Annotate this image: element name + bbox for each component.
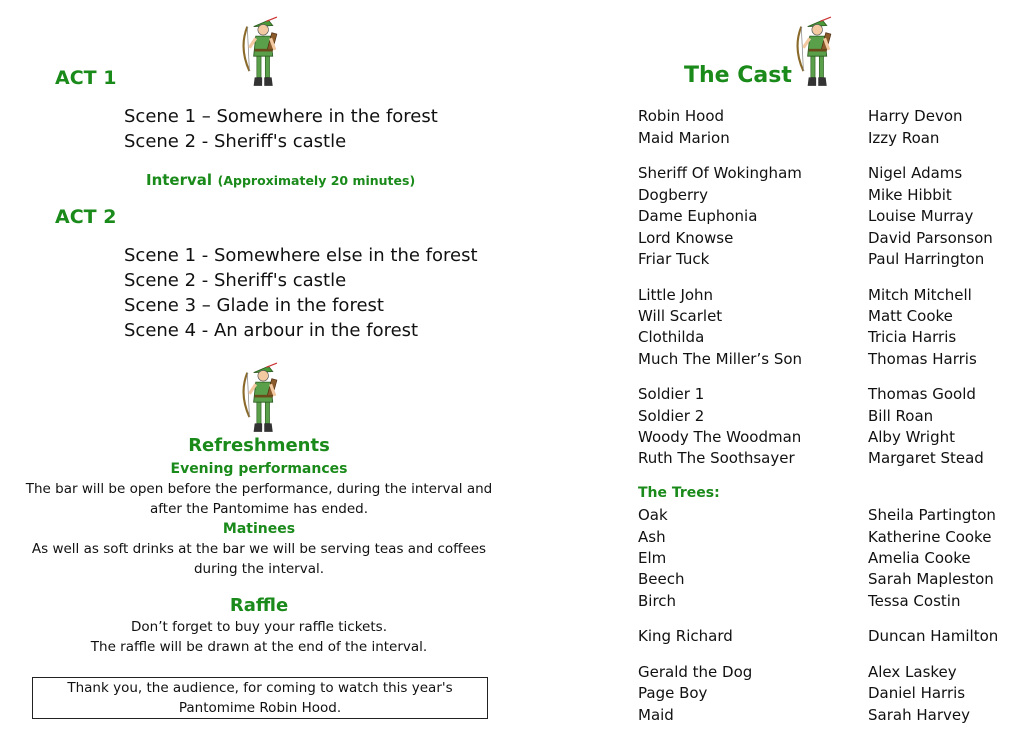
act1-scene-list: [124, 104, 438, 154]
robin-hood-figure-icon: [240, 16, 280, 88]
interval-note: [146, 170, 415, 189]
cast-actor: Katherine Cooke: [868, 528, 992, 546]
robin-hood-figure-icon: [240, 362, 280, 434]
matinees-text-1: As well as soft drinks at the bar we will be serving teas and coffees: [31, 541, 487, 557]
robin-hood-figure-icon: [794, 16, 834, 88]
cast-role: Soldier 1: [638, 385, 705, 403]
cast-role: Beech: [638, 570, 685, 588]
cast-role: Will Scarlet: [638, 307, 723, 325]
cast-role: Clothilda: [638, 328, 705, 346]
cast-actor: Tricia Harris: [868, 328, 957, 346]
cast-actor: Mike Hibbit: [868, 186, 952, 204]
act2-scene-2: Scene 2 - Sheriff's castle: [124, 270, 347, 291]
act1-scene-1: Scene 1 – Somewhere in the forest: [124, 106, 438, 127]
thanks-line-1: Thank you, the audience, for coming to watch this year's: [67, 680, 453, 696]
interval-label: Interval: [146, 171, 213, 189]
cast-actor: Tessa Costin: [868, 592, 961, 610]
cast-actor: Margaret Stead: [868, 449, 984, 467]
cast-role: Birch: [638, 592, 677, 610]
evening-text-2: after the Pantomime has ended.: [150, 500, 368, 517]
act1-scene-2: Scene 2 - Sheriff's castle: [124, 131, 347, 152]
cast-role: Ruth The Soothsayer: [638, 449, 795, 467]
cast-role: King Richard: [638, 627, 733, 645]
cast-role: Maid: [638, 706, 674, 724]
refreshments-section: [20, 434, 498, 579]
cast-role: Soldier 2: [638, 407, 705, 425]
act2-scene-list: [124, 243, 478, 343]
cast-role: Robin Hood: [638, 107, 725, 125]
act1-title: ACT 1: [55, 67, 117, 89]
cast-actor: Sheila Partington: [868, 506, 996, 524]
cast-role: Oak: [638, 506, 668, 524]
cast-actor: Sarah Mapleston: [868, 570, 994, 588]
cast-actor: Alby Wright: [868, 428, 955, 446]
matinees-heading: Matinees: [222, 521, 296, 537]
cast-actor: Duncan Hamilton: [868, 627, 999, 645]
cast-role: Friar Tuck: [638, 250, 710, 268]
cast-actor: Paul Harrington: [868, 250, 985, 268]
raffle-line-1: Don’t forget to buy your raffle tickets.: [131, 619, 387, 635]
cast-role: Elm: [638, 549, 667, 567]
act2-title: ACT 2: [55, 206, 117, 228]
trees-heading: The Trees:: [638, 485, 720, 501]
raffle-section: [20, 594, 498, 657]
cast-role: Ash: [638, 528, 666, 546]
cast-role: Woody The Woodman: [638, 428, 802, 446]
matinees-text-2: during the interval.: [193, 560, 325, 577]
cast-actor: Daniel Harris: [868, 684, 966, 702]
act2-scene-3: Scene 3 – Glade in the forest: [124, 295, 384, 316]
cast-role: Dame Euphonia: [638, 207, 758, 225]
cast-role: Sheriff Of Wokingham: [638, 164, 802, 182]
thanks-line-2: Pantomime Robin Hood.: [178, 699, 342, 716]
cast-role: Little John: [638, 286, 714, 304]
interval-detail: (Approximately 20 minutes): [217, 173, 416, 188]
cast-actor: Matt Cooke: [868, 307, 953, 325]
cast-title: The Cast: [684, 63, 792, 88]
cast-actor: Louise Murray: [868, 207, 974, 225]
cast-role: Page Boy: [638, 684, 708, 702]
cast-actor: Thomas Harris: [868, 350, 977, 368]
act2-scene-1: Scene 1 - Somewhere else in the forest: [124, 245, 478, 266]
cast-actor: Mitch Mitchell: [868, 286, 972, 304]
cast-actor: Bill Roan: [868, 407, 934, 425]
cast-role: Dogberry: [638, 186, 708, 204]
cast-actor: Thomas Goold: [868, 385, 976, 403]
act2-scene-4: Scene 4 - An arbour in the forest: [124, 320, 419, 341]
cast-actor: Sarah Harvey: [868, 706, 970, 724]
thank-you-box: [32, 677, 488, 719]
cast-actor: Alex Laskey: [868, 663, 957, 681]
cast-role: Lord Knowse: [638, 229, 734, 247]
cast-actor: Nigel Adams: [868, 164, 963, 182]
raffle-title: Raffle: [229, 595, 289, 616]
cast-role: Much The Miller’s Son: [638, 350, 803, 368]
evening-text-1: The bar will be open before the performance, during the interval and: [25, 481, 493, 497]
cast-actor: Izzy Roan: [868, 129, 940, 147]
cast-actor: David Parsonson: [868, 229, 993, 247]
cast-role: Gerald the Dog: [638, 663, 753, 681]
refreshments-title: Refreshments: [188, 435, 330, 456]
cast-role: Maid Marion: [638, 129, 730, 147]
raffle-line-2: The raffle will be drawn at the end of the interval.: [90, 638, 428, 655]
cast-actor: Harry Devon: [868, 107, 963, 125]
cast-actor: Amelia Cooke: [868, 549, 971, 567]
evening-heading: Evening performances: [170, 461, 348, 477]
